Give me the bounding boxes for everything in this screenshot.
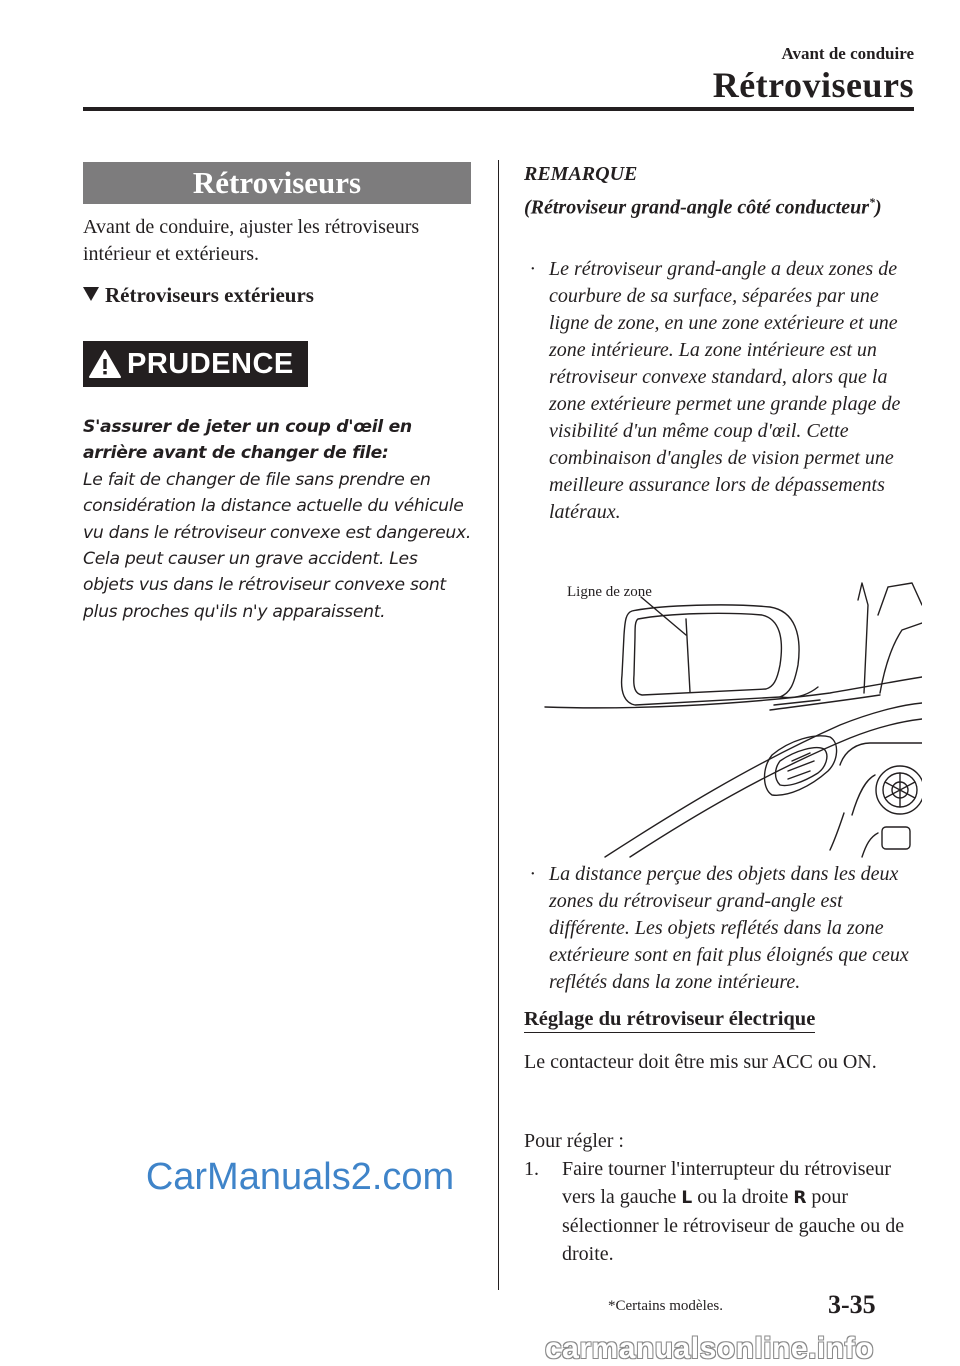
header-section: Avant de conduire xyxy=(781,44,914,63)
bullet-dot: · xyxy=(530,258,535,280)
remarque-close: ) xyxy=(875,196,882,219)
step-text-b: ou la droite xyxy=(692,1186,794,1208)
section-heading: Réglage du rétroviseur électrique xyxy=(524,1008,815,1033)
watermark-logo: CarManuals2.com xyxy=(145,1156,455,1198)
step-text-a: Faire tourner l'interrupteur du rétroviseur vers la gauche xyxy=(562,1158,892,1208)
subheading xyxy=(83,283,314,308)
remarque-subtitle-text: (Rétroviseur grand-angle côté conducteur xyxy=(524,196,869,219)
page-number: 3-35 xyxy=(828,1290,876,1319)
bullet-text: Le rétroviseur grand-angle a deux zones de courbure de sa surface, séparées par une ligne de zone, en une zone extérieure et une zone intérieure. La zone intérieure est un rétroviseur convexe standard, alors que la zone extérieure permet une grande plage de visibilité d'un même coup d'œil. Cette combinaison d'angles de vision permet une meilleure assurance lors de dépassements latéraux. xyxy=(549,258,901,523)
caution-heading: S'assurer de jeter un coup d'œil en arrière avant de changer de file: xyxy=(83,417,412,464)
bullet-item xyxy=(530,861,915,996)
warning-triangle-icon xyxy=(83,341,127,387)
prudence-banner xyxy=(83,341,308,387)
footnote: *Certains modèles. xyxy=(608,1298,723,1314)
bullet-item xyxy=(530,256,915,526)
bullet-text: La distance perçue des objets dans les deux zones du rétroviseur grand-angle est différente. Les objets reflétés dans la zone extérieure sont en fait plus éloignés que ceux reflétés dans la zone intérieure. xyxy=(549,863,909,993)
bullet-dot: · xyxy=(530,863,535,885)
step-text-c: pour sélectionner le rétroviseur de gauche ou de droite. xyxy=(562,1186,905,1265)
intro-paragraph: Avant de conduire, ajuster les rétroviseurs intérieur et extérieurs. xyxy=(83,216,420,265)
key-right-icon: R xyxy=(793,1188,807,1208)
step-number: 1. xyxy=(524,1158,539,1180)
section-title: Rétroviseurs xyxy=(192,165,362,200)
step-text xyxy=(562,1155,916,1268)
mirror-illustration xyxy=(540,575,922,860)
site-watermark: carmanualsonline.info xyxy=(545,1332,874,1365)
remarque-heading xyxy=(524,160,924,222)
caution-text-block xyxy=(83,414,473,625)
header-title: Rétroviseurs xyxy=(712,65,914,105)
paragraph: Pour régler : xyxy=(524,1130,624,1152)
remarque-title: REMARQUE xyxy=(524,163,638,185)
figure-label: Ligne de zone xyxy=(567,584,652,600)
prudence-label: PRUDENCE xyxy=(127,347,294,380)
column-divider xyxy=(498,160,499,1290)
header-rule xyxy=(83,107,914,111)
section-title-bar xyxy=(83,162,471,204)
triangle-down-icon xyxy=(83,287,99,301)
subheading-text: Rétroviseurs extérieurs xyxy=(105,283,314,307)
paragraph: Le contacteur doit être mis sur ACC ou ON. xyxy=(524,1051,877,1073)
caution-body: Le fait de changer de file sans prendre en considération la distance actuelle du véhicule vu dans le rétroviseur convexe est dangereux. Cela peut causer un grave accident. Les objets vus dans le rétroviseur convexe sont plus proches qu'ils n'y apparaissent. xyxy=(83,469,471,622)
key-left-icon: L xyxy=(681,1188,693,1208)
remarque-subtitle xyxy=(524,188,924,222)
footnote-star: * xyxy=(869,195,875,209)
